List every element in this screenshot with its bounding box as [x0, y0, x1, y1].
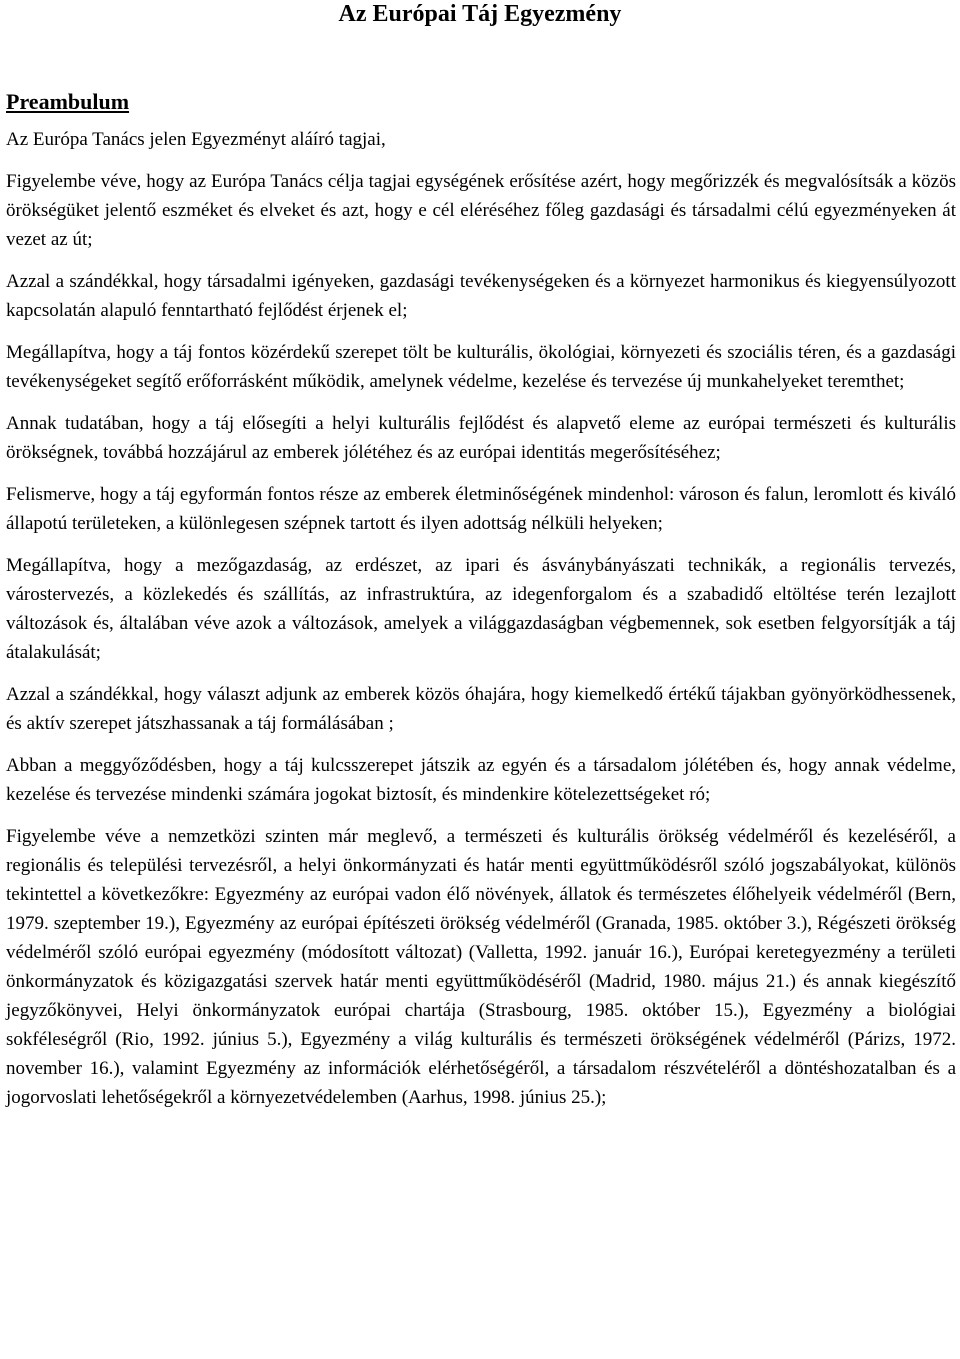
paragraph: Annak tudatában, hogy a táj elősegíti a helyi kulturális fejlődést és alapvető eleme az európai természeti és kulturális örökségnek, továbbá hozzájárul az emberek jólétéhez és az európai identitás megerősítéséhez;	[6, 413, 956, 463]
paragraph: Figyelembe véve a nemzetközi szinten már meglevő, a természeti és kulturális örökség védelméről és kezeléséről, a regionális és települési tervezésről, a helyi önkormányzati és határ menti együttműködésről szóló jogszabályokat, különös tekintettel a következőkre: Egyezmény az európai vadon élő növények, állatok és természetes élőhelyeik védelméről (Bern, 1979. szeptember 19.), Egyezmény az európai építészeti örökség védelméről (Granada, 1985. október 3.), Régészeti örökség védelméről szóló európai egyezmény (módosított változat) (Valletta, 1992. január 16.), Európai keretegyezmény a területi önkormányzatok és közigazgatási szervek határ menti együttműködéséről (Madrid, 1980. május 21.) és annak kiegészítő jegyzőkönyvei, Helyi önkormányzatok európai chartája (Strasbourg, 1985. október 15.), Egyezmény a biológiai sokféleségről (Rio, 1992. június 5.), Egyezmény a világ kulturális és természeti örökségének védelméről (Párizs, 1972. november 16.), valamint Egyezmény az információk elérhetőségéről, a társadalom részvételéről a döntéshozatalban és a jogorvoslati lehetőségekről a környezetvédelemben (Aarhus, 1998. június 25.);	[6, 826, 956, 1108]
paragraph: Abban a meggyőződésben, hogy a táj kulcsszerepet játszik az egyén és a társadalom jólétében és, hogy annak védelme, kezelése és tervezése mindenki számára jogokat biztosít, és mindenkire kötelezettségeket ró;	[6, 755, 956, 805]
paragraph-intro: Az Európa Tanács jelen Egyezményt aláíró tagjai,	[6, 129, 386, 150]
document-page	[6, 0, 956, 1112]
section-heading-preambulum: Preambulum	[6, 89, 130, 114]
paragraph: Felismerve, hogy a táj egyformán fontos része az emberek életminőségének mindenhol: városon és falun, leromlott és kiváló állapotú területeken, a különlegesen szépnek tartott és ilyen adottság nélküli helyeken;	[6, 484, 956, 534]
paragraph: Megállapítva, hogy a táj fontos közérdekű szerepet tölt be kulturális, ökológiai, környezeti és szociális téren, és a gazdasági tevékenységeket segítő erőforrásként működik, amelynek védelme, kezelése és tervezése új munkahelyeket teremthet;	[6, 342, 956, 392]
paragraph: Megállapítva, hogy a mezőgazdaság, az erdészet, az ipari és ásványbányászati technikák, a regionális tervezés, várostervezés, a közlekedés és szállítás, az infrastruktúra, az idegenforgalom és a szabadidő eltöltése terén lezajlott változások és, általában véve azok a változások, amelyek a világgazdaságban végbemennek, sok esetben felgyorsítják a táj átalakulását;	[6, 555, 956, 663]
paragraph: Azzal a szándékkal, hogy választ adjunk az emberek közös óhajára, hogy kiemelkedő értékű tájakban gyönyörködhessenek, és aktív szerepet játszhassanak a táj formálásában ;	[6, 684, 956, 734]
paragraph: Azzal a szándékkal, hogy társadalmi igényeken, gazdasági tevékenységeken és a környezet harmonikus és kiegyensúlyozott kapcsolatán alapuló fenntartható fejlődést érjenek el;	[6, 271, 956, 321]
paragraph: Figyelembe véve, hogy az Európa Tanács célja tagjai egységének erősítése azért, hogy megőrizzék és megvalósítsák a közös örökségüket jelentő eszméket és elveket és azt, hogy e cél eléréséhez főleg gazdasági és társadalmi célú egyezményeken át vezet az út;	[6, 171, 956, 250]
document-title: Az Európai Táj Egyezmény	[338, 1, 622, 27]
